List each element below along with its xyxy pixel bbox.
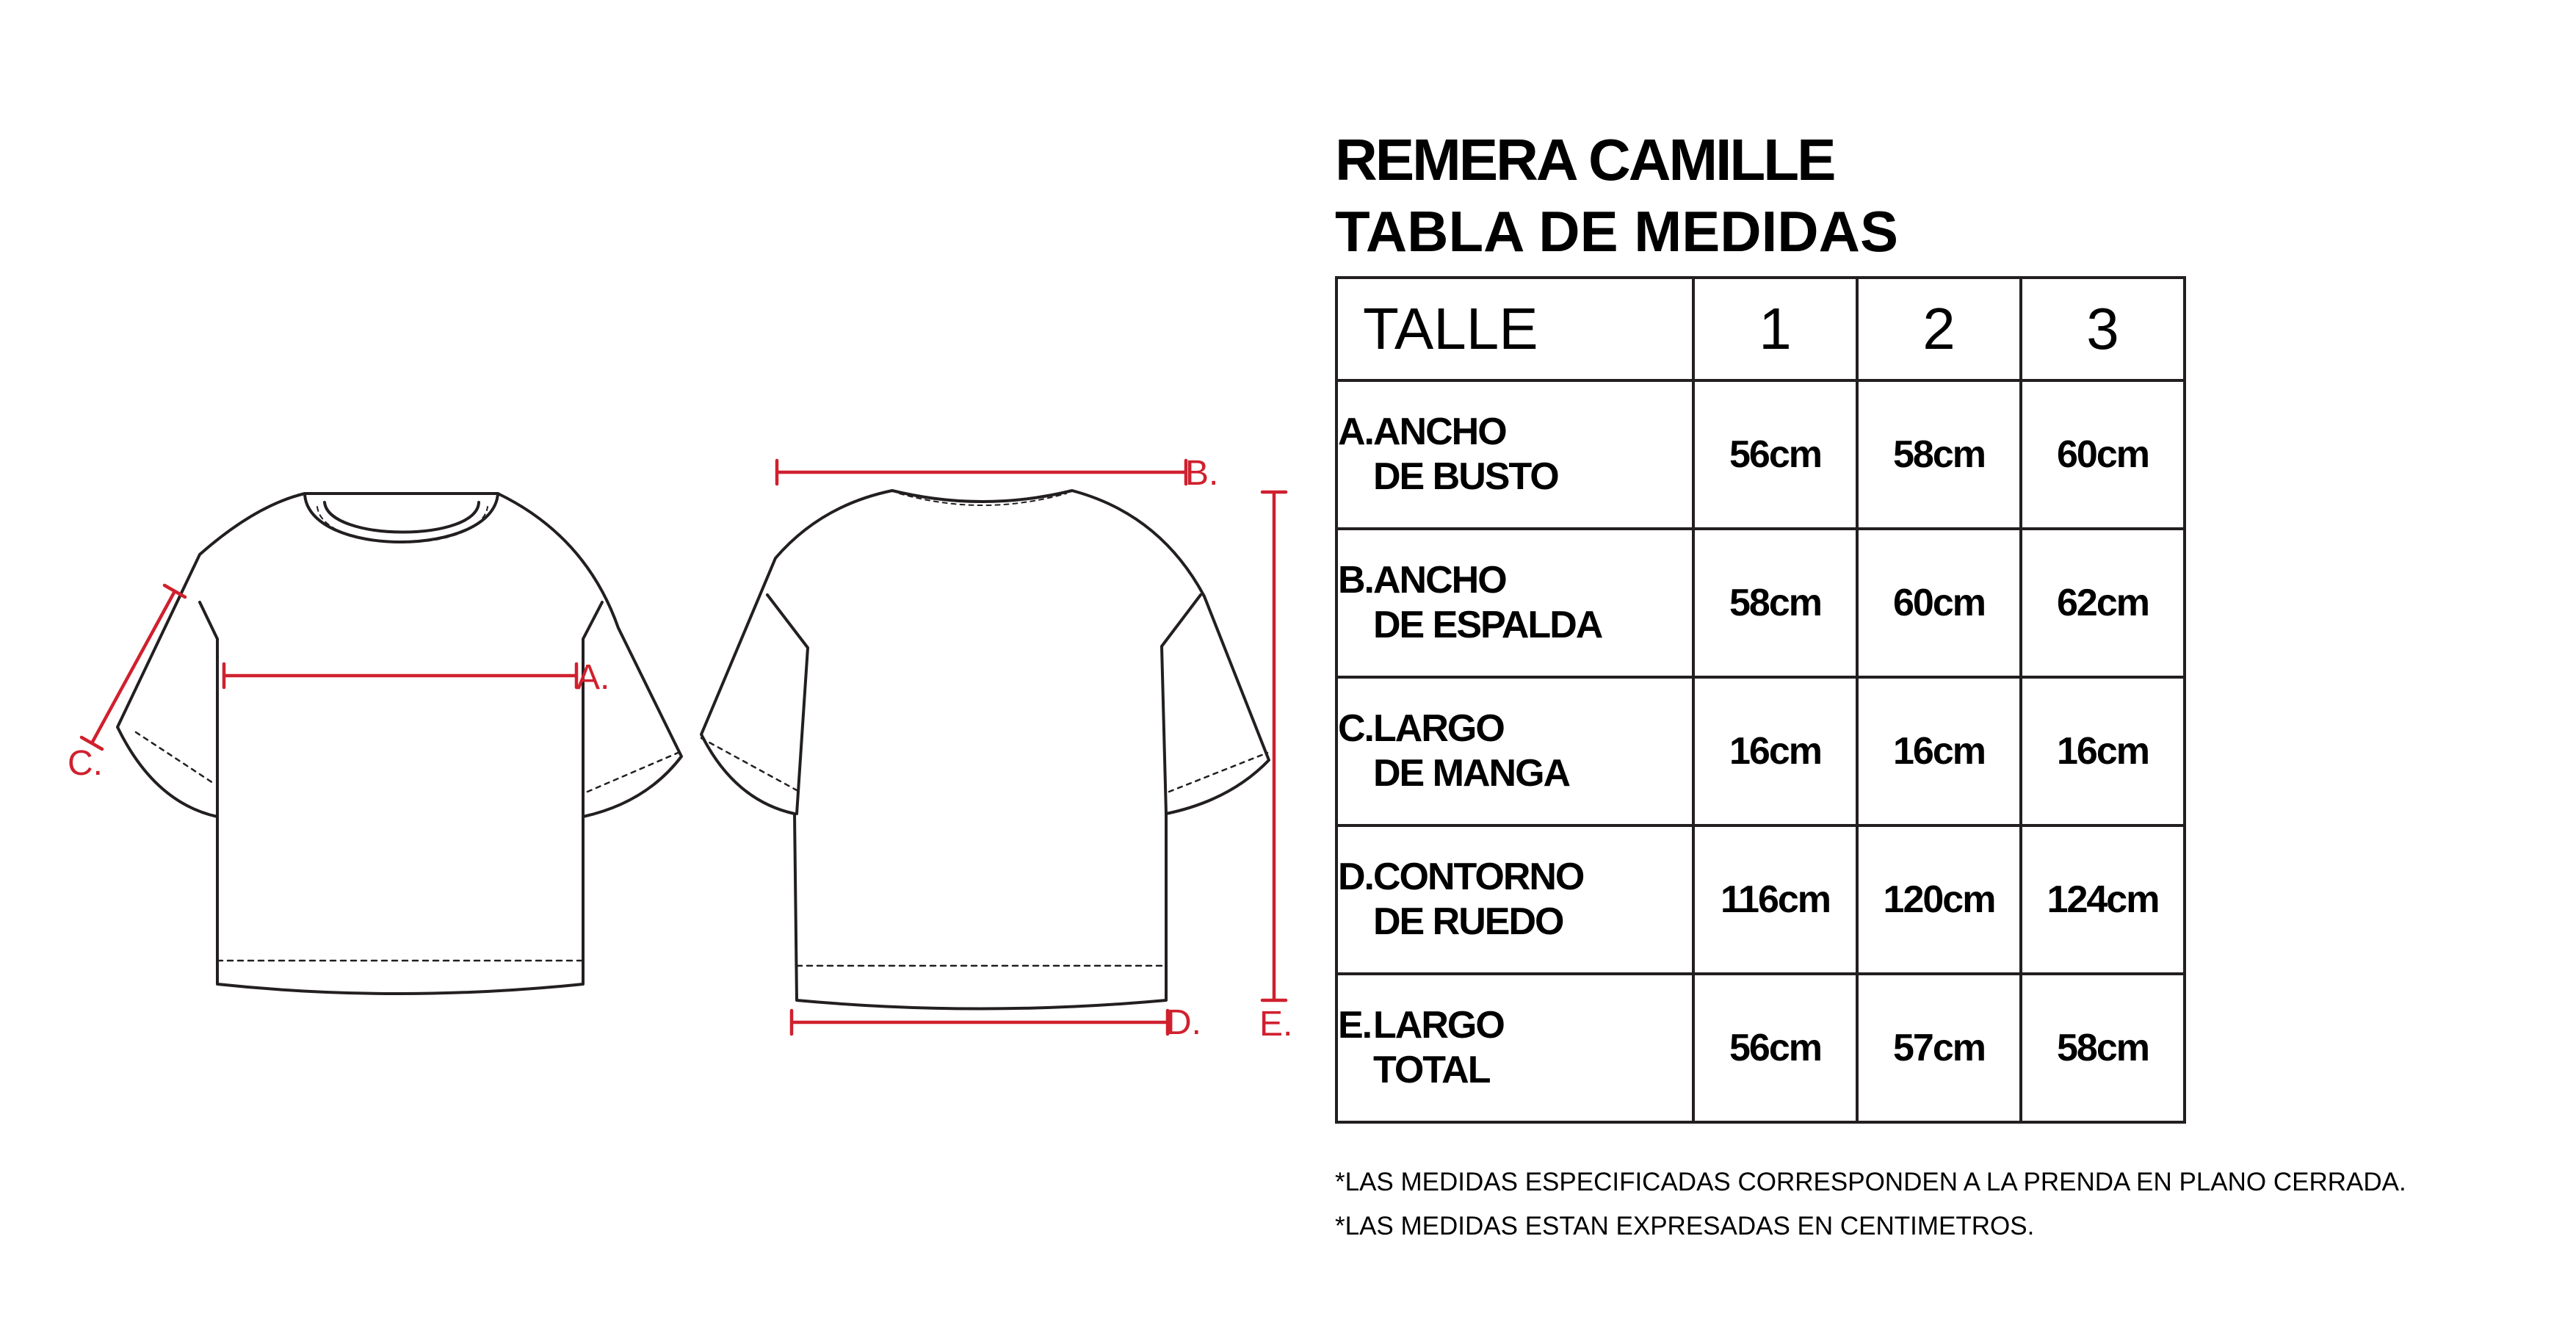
measurement-label	[1336, 825, 1693, 974]
value-cell: 16cm	[1693, 677, 1857, 825]
value-cell: 56cm	[1693, 974, 1857, 1122]
measurement-letter: C.	[1338, 707, 1373, 750]
table-row	[1336, 825, 2185, 974]
measurement-label	[1336, 529, 1693, 677]
measurement-line1: ANCHO	[1373, 558, 1506, 601]
measurement-letter: D.	[1338, 855, 1373, 898]
measurement-line2: DE RUEDO	[1373, 900, 1563, 943]
measurement-line2: DE MANGA	[1373, 752, 1570, 795]
header-size-2: 2	[1857, 278, 2021, 380]
page-subtitle: TABLA DE MEDIDAS	[1335, 199, 1898, 264]
label-a: A.	[576, 658, 610, 697]
label-b: B.	[1185, 454, 1219, 493]
value-cell: 16cm	[2021, 677, 2185, 825]
measure-c-line	[82, 585, 185, 749]
label-d: D.	[1166, 1003, 1201, 1042]
value-cell: 58cm	[2021, 974, 2185, 1122]
size-chart-table	[1335, 276, 2186, 1124]
value-cell: 58cm	[1857, 380, 2021, 529]
header-talle: TALLE	[1336, 278, 1693, 380]
value-cell: 16cm	[1857, 677, 2021, 825]
measurement-line1: LARGO	[1373, 1003, 1504, 1047]
table-row	[1336, 677, 2185, 825]
measure-d-line	[792, 1011, 1168, 1034]
value-cell: 124cm	[2021, 825, 2185, 974]
measurement-line2: DE BUSTO	[1373, 455, 1558, 498]
value-cell: 62cm	[2021, 529, 2185, 677]
header-size-1: 1	[1693, 278, 1857, 380]
value-cell: 120cm	[1857, 825, 2021, 974]
measurement-letter: A.	[1338, 410, 1373, 453]
measurement-label	[1336, 974, 1693, 1122]
measurement-line2: TOTAL	[1373, 1049, 1490, 1091]
value-cell: 60cm	[1857, 529, 2021, 677]
label-c: C.	[68, 744, 103, 783]
front-shirt	[117, 494, 681, 994]
measurement-line1: LARGO	[1373, 707, 1504, 750]
measurement-line2: DE ESPALDA	[1373, 604, 1602, 646]
table-row	[1336, 529, 2185, 677]
table-header-row	[1336, 278, 2185, 380]
table-row	[1336, 974, 2185, 1122]
footnote-2: *LAS MEDIDAS ESTAN EXPRESADAS EN CENTIMETROS.	[1335, 1212, 2035, 1240]
label-e: E.	[1259, 1005, 1293, 1044]
value-cell: 56cm	[1693, 380, 1857, 529]
measure-a-line	[224, 664, 576, 687]
table-row	[1336, 380, 2185, 529]
value-cell: 58cm	[1693, 529, 1857, 677]
measurement-line1: ANCHO	[1373, 410, 1506, 453]
measure-b-line	[777, 460, 1186, 484]
measurement-line1: CONTORNO	[1373, 855, 1584, 898]
measurement-letter: E.	[1338, 1003, 1372, 1047]
measurement-letter: B.	[1338, 558, 1373, 601]
measurement-label	[1336, 677, 1693, 825]
header-size-3: 3	[2021, 278, 2185, 380]
footnote-1: *LAS MEDIDAS ESPECIFICADAS CORRESPONDEN A LA PRENDA EN PLANO CERRADA.	[1335, 1168, 2406, 1196]
value-cell: 60cm	[2021, 380, 2185, 529]
back-shirt	[701, 491, 1269, 1009]
measurement-label	[1336, 380, 1693, 529]
value-cell: 116cm	[1693, 825, 1857, 974]
measure-e-line	[1262, 492, 1286, 1000]
value-cell: 57cm	[1857, 974, 2021, 1122]
page-title: REMERA CAMILLE	[1335, 127, 1834, 192]
